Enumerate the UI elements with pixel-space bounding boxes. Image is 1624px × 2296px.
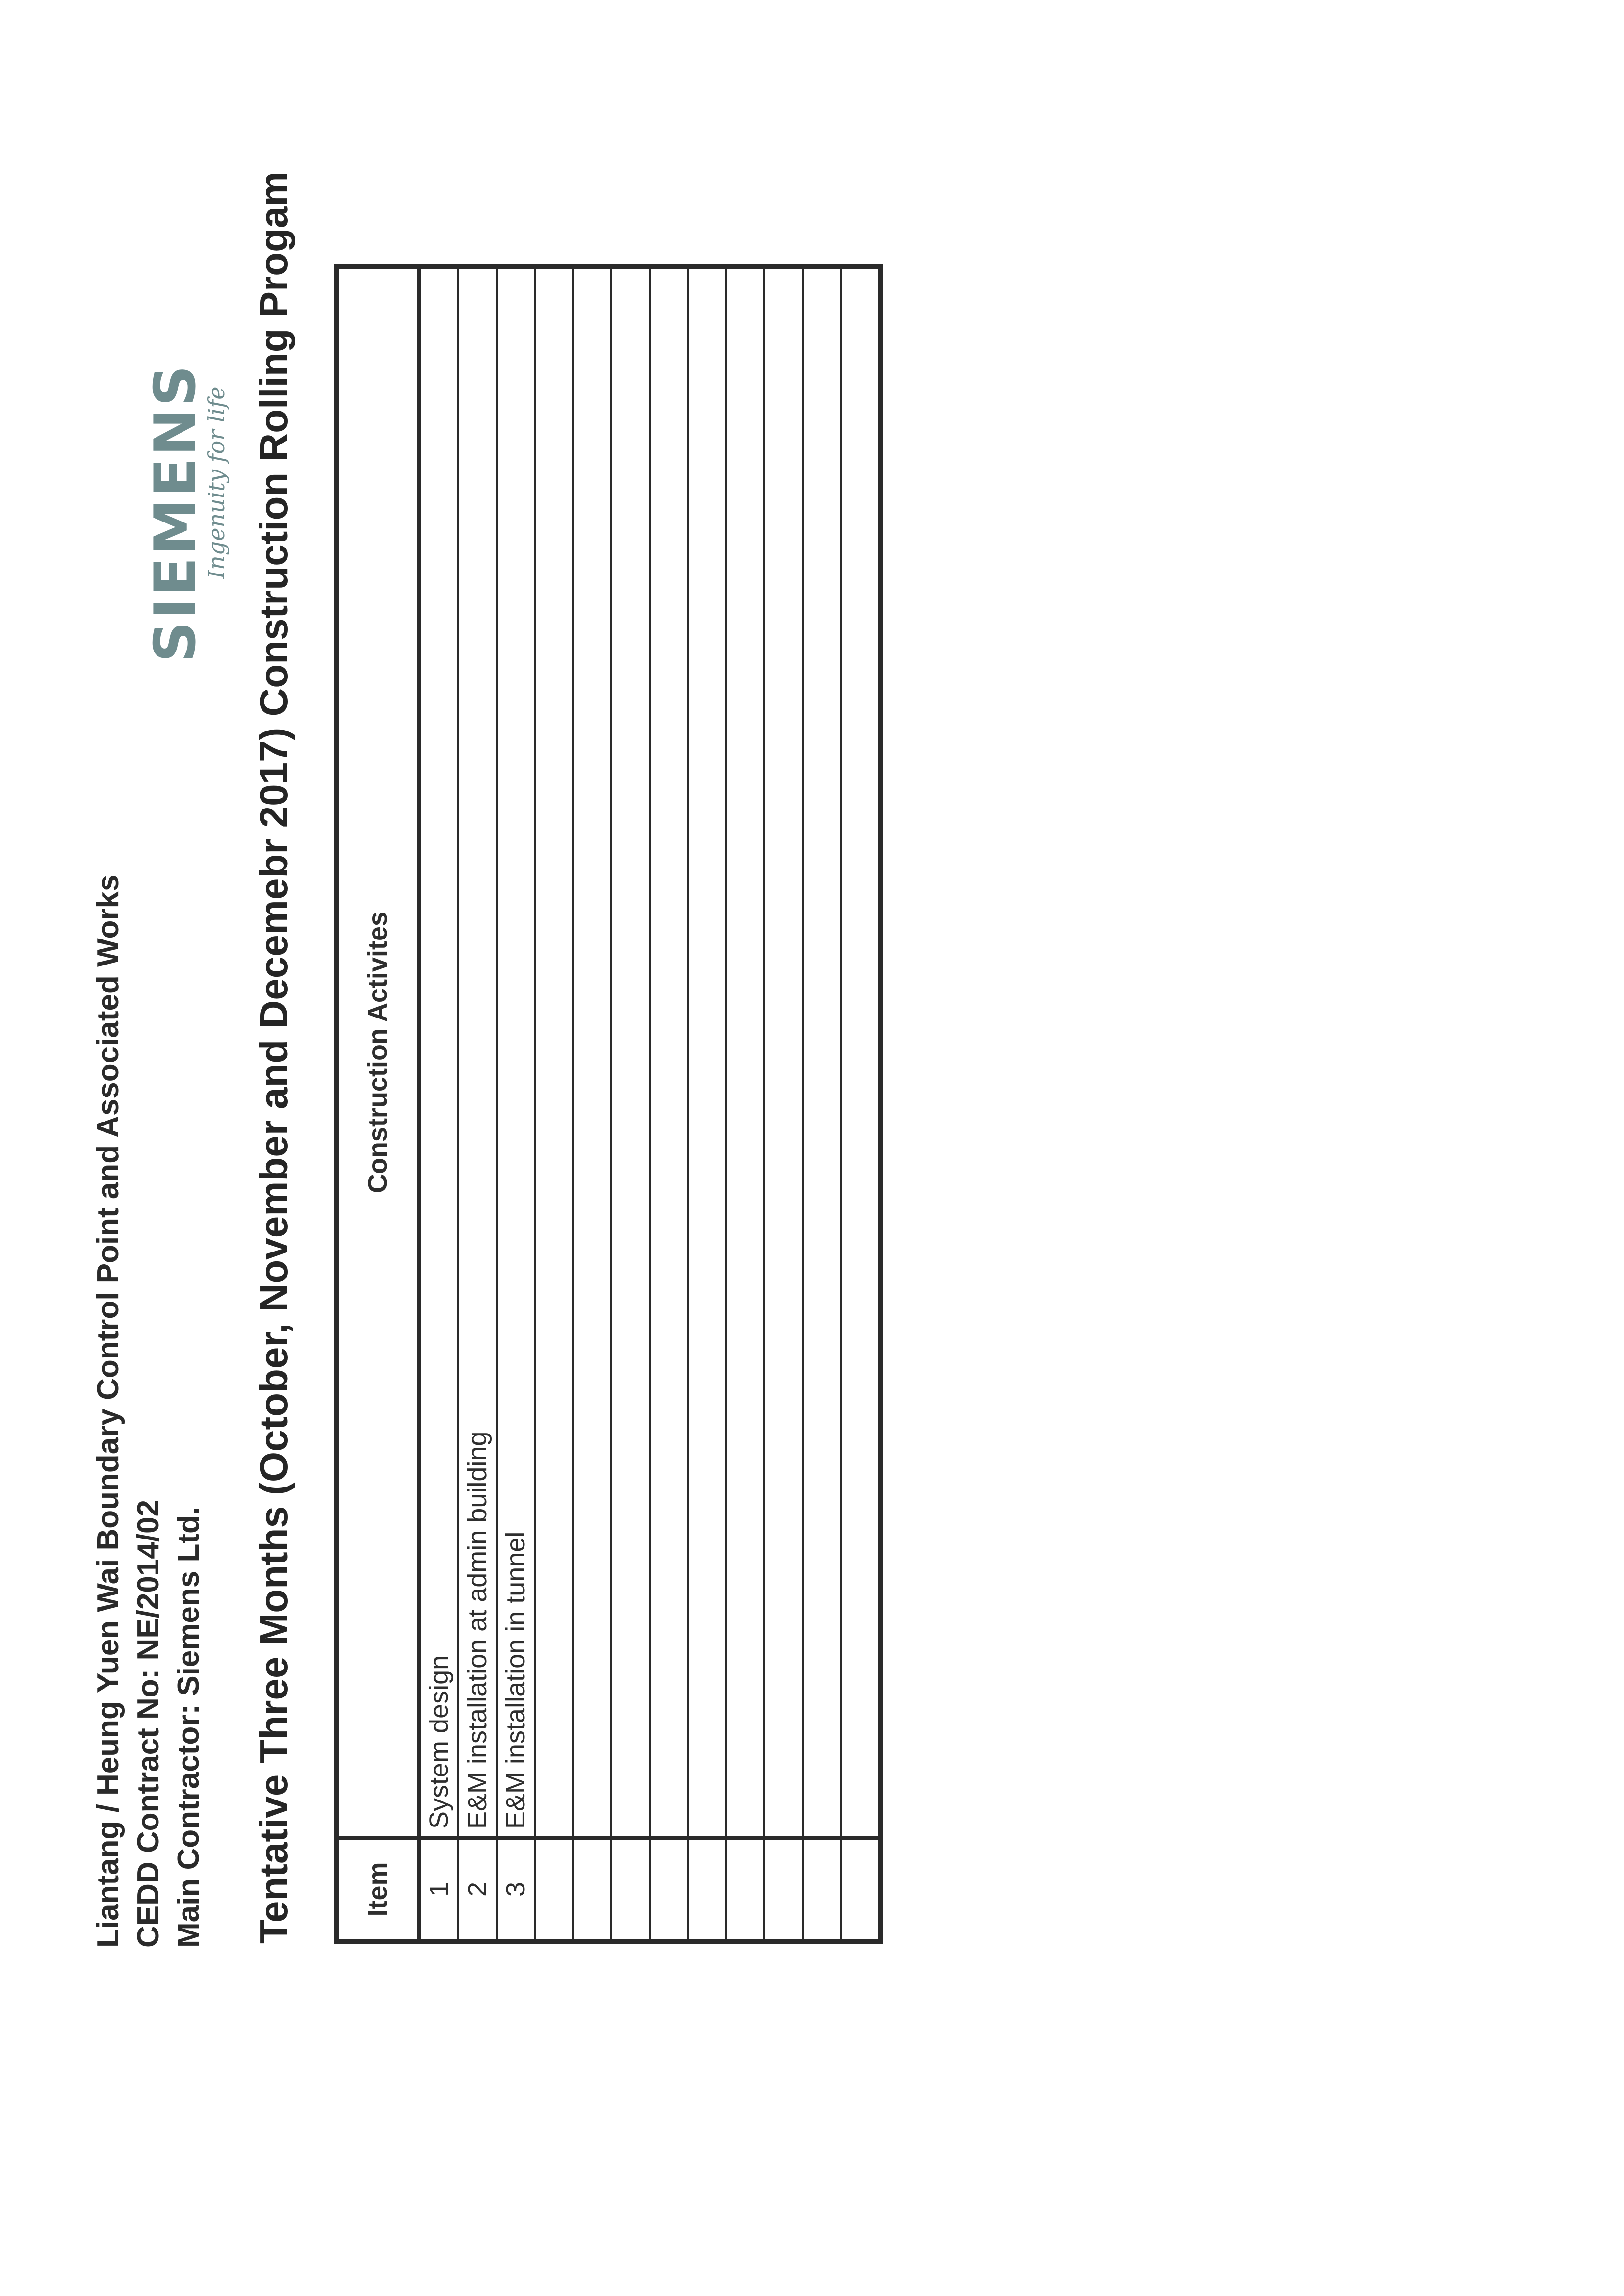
activity-description: [535, 266, 573, 1838]
construction-activities-table: [334, 264, 883, 1944]
item-number: [535, 1838, 573, 1941]
table-row: [458, 266, 497, 1941]
table-row: [803, 266, 841, 1941]
activity-description: E&M installation at admin building: [458, 266, 497, 1838]
programme-title: Tentative Three Months (October, November and Decemebr 2017) Construction Rolling Progam: [252, 171, 295, 1944]
activity-description: [688, 266, 726, 1838]
item-number: [726, 1838, 764, 1941]
activity-description: [650, 266, 688, 1838]
table-row: [726, 266, 764, 1941]
item-number: [688, 1838, 726, 1941]
item-number: [611, 1838, 650, 1941]
activity-description: [764, 266, 803, 1838]
item-number: [764, 1838, 803, 1941]
activity-description: E&M installation in tunnel: [497, 266, 535, 1838]
table-header-row: [336, 266, 419, 1941]
logo-wordmark: SIEMENS: [142, 363, 209, 662]
table-row: [497, 266, 535, 1941]
activity-column-header: Construction Activites: [336, 266, 419, 1838]
logo-tagline: Ingenuity for life: [203, 386, 230, 579]
item-number: [573, 1838, 611, 1941]
table-row: [573, 266, 611, 1941]
table-row: [841, 266, 881, 1941]
project-title: Liantang / Heung Yuen Wai Boundary Control Point and Associated Works: [91, 874, 125, 1948]
activity-description: [841, 266, 881, 1838]
activity-description: System design: [419, 266, 458, 1838]
activity-description: [726, 266, 764, 1838]
contract-number: CEDD Contract No: NE/2014/02: [131, 1499, 165, 1948]
activity-description: [803, 266, 841, 1838]
item-number: [650, 1838, 688, 1941]
item-number: [803, 1838, 841, 1941]
main-contractor: Main Contractor: Siemens Ltd.: [172, 1506, 206, 1948]
item-number: 3: [497, 1838, 535, 1941]
item-number: 2: [458, 1838, 497, 1941]
siemens-logo: [142, 363, 231, 662]
table-row: [650, 266, 688, 1941]
activity-description: [573, 266, 611, 1838]
item-number: [841, 1838, 881, 1941]
table-row: [611, 266, 650, 1941]
item-column-header: Item: [336, 1838, 419, 1941]
table-row: [535, 266, 573, 1941]
item-number: 1: [419, 1838, 458, 1941]
table-row: [419, 266, 458, 1941]
table-row: [688, 266, 726, 1941]
activity-description: [611, 266, 650, 1838]
table-row: [764, 266, 803, 1941]
